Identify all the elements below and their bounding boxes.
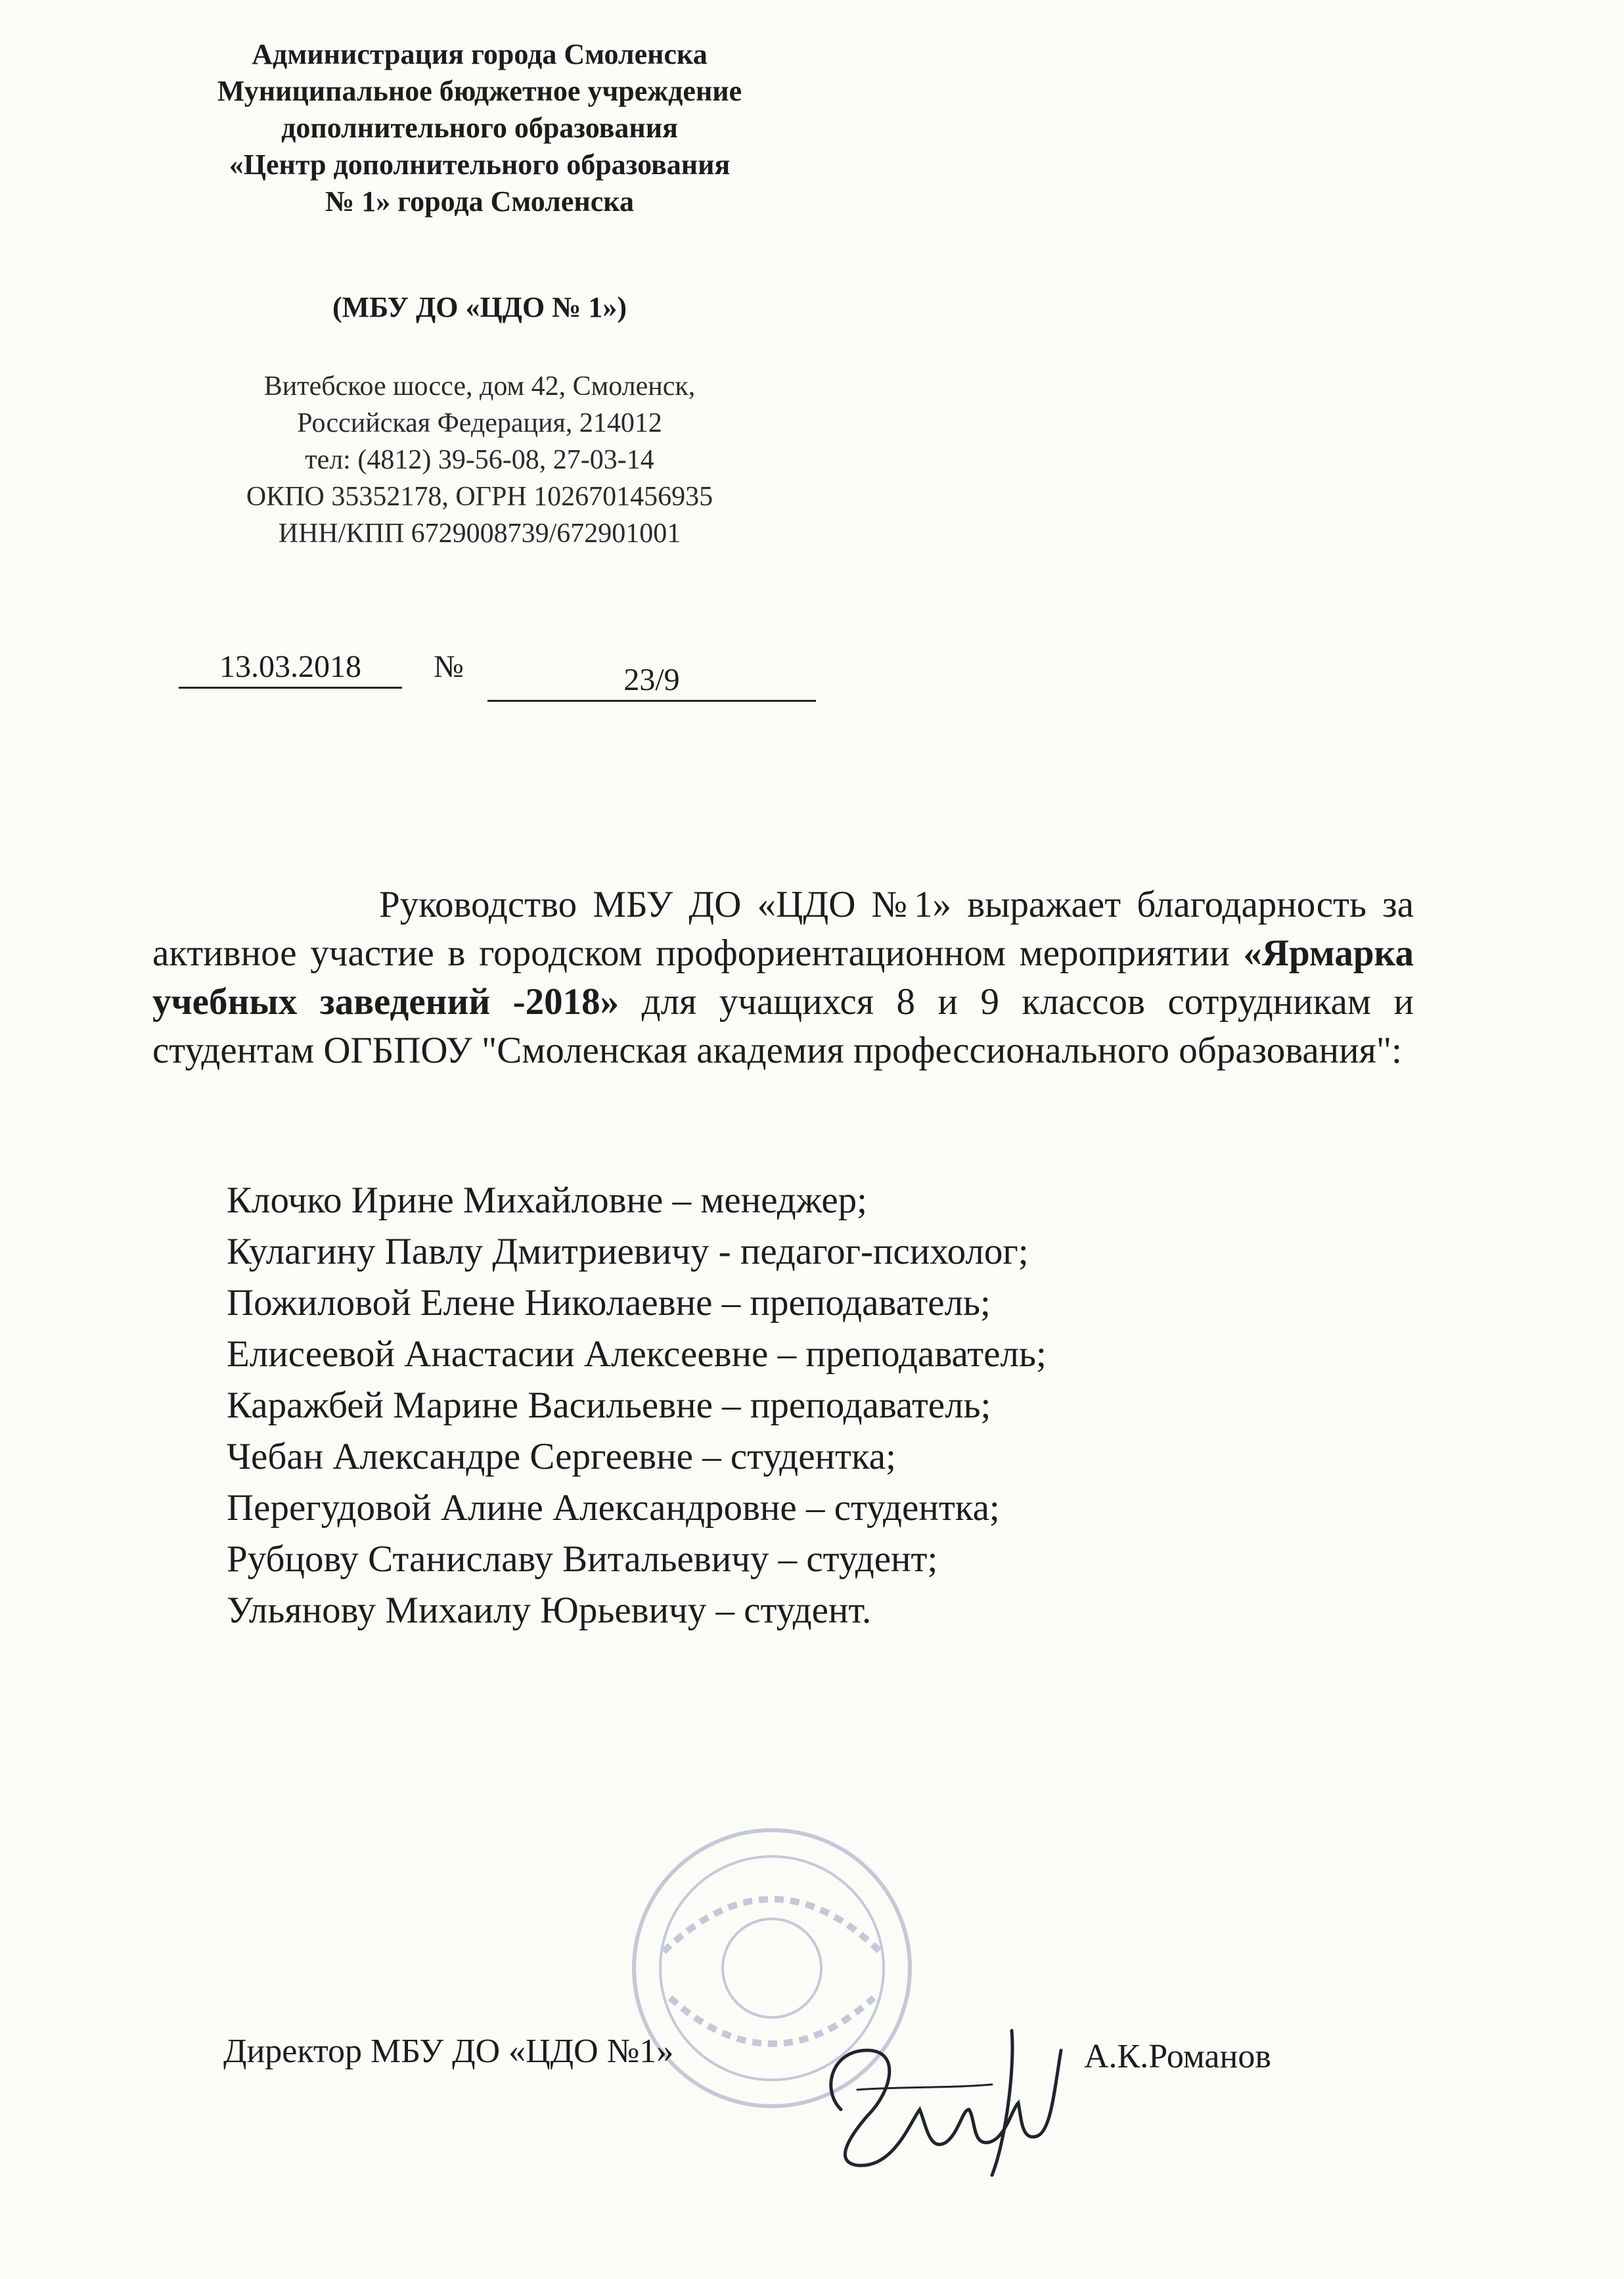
handwritten-signature [795, 2011, 1071, 2182]
signatory-position: Директор МБУ ДО «ЦДО №1» [223, 2033, 674, 2070]
list-item: Клочко Ирине Михайловне – менеджер; [227, 1180, 868, 1221]
list-item: Пожиловой Елене Николаевне – преподаватель; [227, 1282, 991, 1324]
letterhead-address [151, 368, 808, 552]
list-item: Каражбей Марине Васильевне – преподаватель; [227, 1385, 991, 1426]
address-line: тел: (4812) 39-56-08, 27-03-14 [305, 445, 654, 475]
list-item: Рубцову Станиславу Витальевичу – студент; [227, 1538, 938, 1580]
letterhead-line: № 1» города Смоленска [325, 185, 634, 218]
letterhead-line: дополнительного образования [281, 112, 678, 144]
signatory-name: А.К.Романов [1084, 2038, 1271, 2075]
registration-date: 13.03.2018 [179, 647, 402, 689]
letterhead-organization [151, 36, 808, 220]
body-text-part1: Руководство МБУ ДО «ЦДО №1» выражает благодарность за активное участие в городском профориентационном мероприятии [152, 884, 1414, 974]
registration-number: 23/9 [487, 660, 816, 702]
list-item: Кулагину Павлу Дмитриевичу - педагог-психолог; [227, 1231, 1029, 1272]
address-line: ОКПО 35352178, ОГРН 1026701456935 [246, 482, 713, 512]
address-line: ИНН/КПП 6729008739/672901001 [278, 518, 681, 549]
event-name: «Ярмарка учебных заведений -2018» [152, 932, 1414, 1023]
address-line: Витебское шоссе, дом 42, Смоленск, [263, 371, 696, 402]
recipients-list [227, 1175, 1047, 1636]
letterhead-abbreviation: (МБУ ДО «ЦДО № 1») [332, 291, 627, 323]
registration-number-sign: № [434, 649, 464, 684]
list-item: Чебан Александре Сергеевне – студентка; [227, 1436, 896, 1477]
letterhead-line: Муниципальное бюджетное учреждение [217, 75, 742, 107]
letter-body [152, 881, 1414, 1075]
letterhead-line: Администрация города Смоленска [252, 38, 708, 70]
body-paragraph [152, 881, 1414, 1075]
letterhead-line: «Центр дополнительного образования [229, 149, 731, 181]
body-text-part2: для учащихся 8 и 9 классов сотрудникам и студентам ОГБПОУ "Смоленская академия профессионального образования": [152, 981, 1414, 1071]
list-item: Перегудовой Алине Александровне – студентка; [227, 1487, 1000, 1529]
address-line: Российская Федерация, 214012 [297, 408, 662, 438]
list-item: Елисеевой Анастасии Алексеевне – преподаватель; [227, 1333, 1047, 1375]
list-item: Ульянову Михаилу Юрьевичу – студент. [227, 1590, 872, 1631]
